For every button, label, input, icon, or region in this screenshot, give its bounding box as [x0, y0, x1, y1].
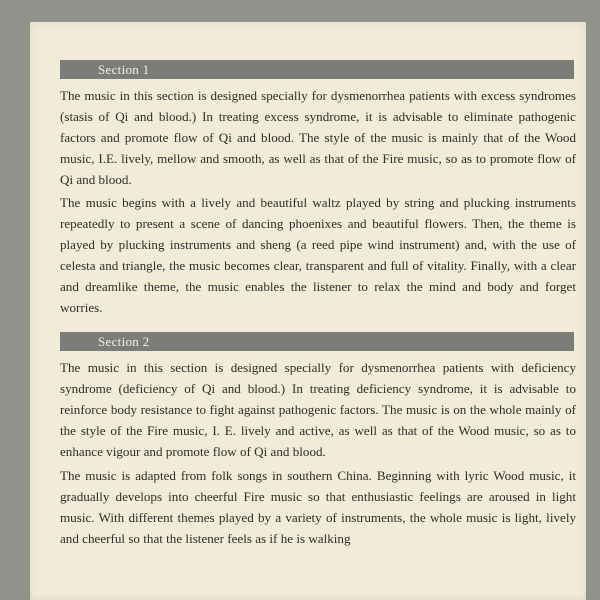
section-1-paragraph-2: The music begins with a lively and beautiful waltz played by string and plucking instruments repeatedly to present a scene of dancing phoenixes and beautiful flowers. Then, the theme is played by plucking instruments and sheng (a reed pipe wind instrument) and, with the use of celesta and triangle, the music becomes clear, transparent and full of vitality. Finally, with a clear and dreamlike theme, the music enables the listener to relax the mind and body and forget worries. — [60, 195, 576, 315]
section-2-paragraph-1: The music in this section is designed specially for dysmenorrhea patients with deficiency syndrome (deficiency of Qi and blood.) In treating deficiency syndrome, it is advisable to reinforce body resistance to fight against pathogenic factors. The music is on the whole mainly of the style of the Fire music, I. E. lively and active, as well as that of the Wood music, so as to enhance vigour and promote flow of Qi and blood. — [60, 360, 576, 459]
booklet-page — [30, 22, 586, 600]
section-1-heading: Section 1 — [60, 60, 574, 79]
section-2-heading: Section 2 — [60, 332, 574, 351]
section-1-paragraph-1: The music in this section is designed specially for dysmenorrhea patients with excess syndromes (stasis of Qi and blood.) In treating excess syndrome, it is advisable to eliminate pathogenic factors and promote flow of Qi and blood. The style of the music is mainly that of the Wood music, I.E. lively, mellow and smooth, as well as that of the Fire music, so as to promote flow of Qi and blood. — [60, 88, 576, 187]
section-2-paragraph-2: The music is adapted from folk songs in southern China. Beginning with lyric Wood music, it gradually develops into cheerful Fire music so that enthusiastic feelings are aroused in light music. With different themes played by a variety of instruments, the whole music is light, lively and cheerful so that the listener feels as if he is walking — [60, 468, 576, 546]
